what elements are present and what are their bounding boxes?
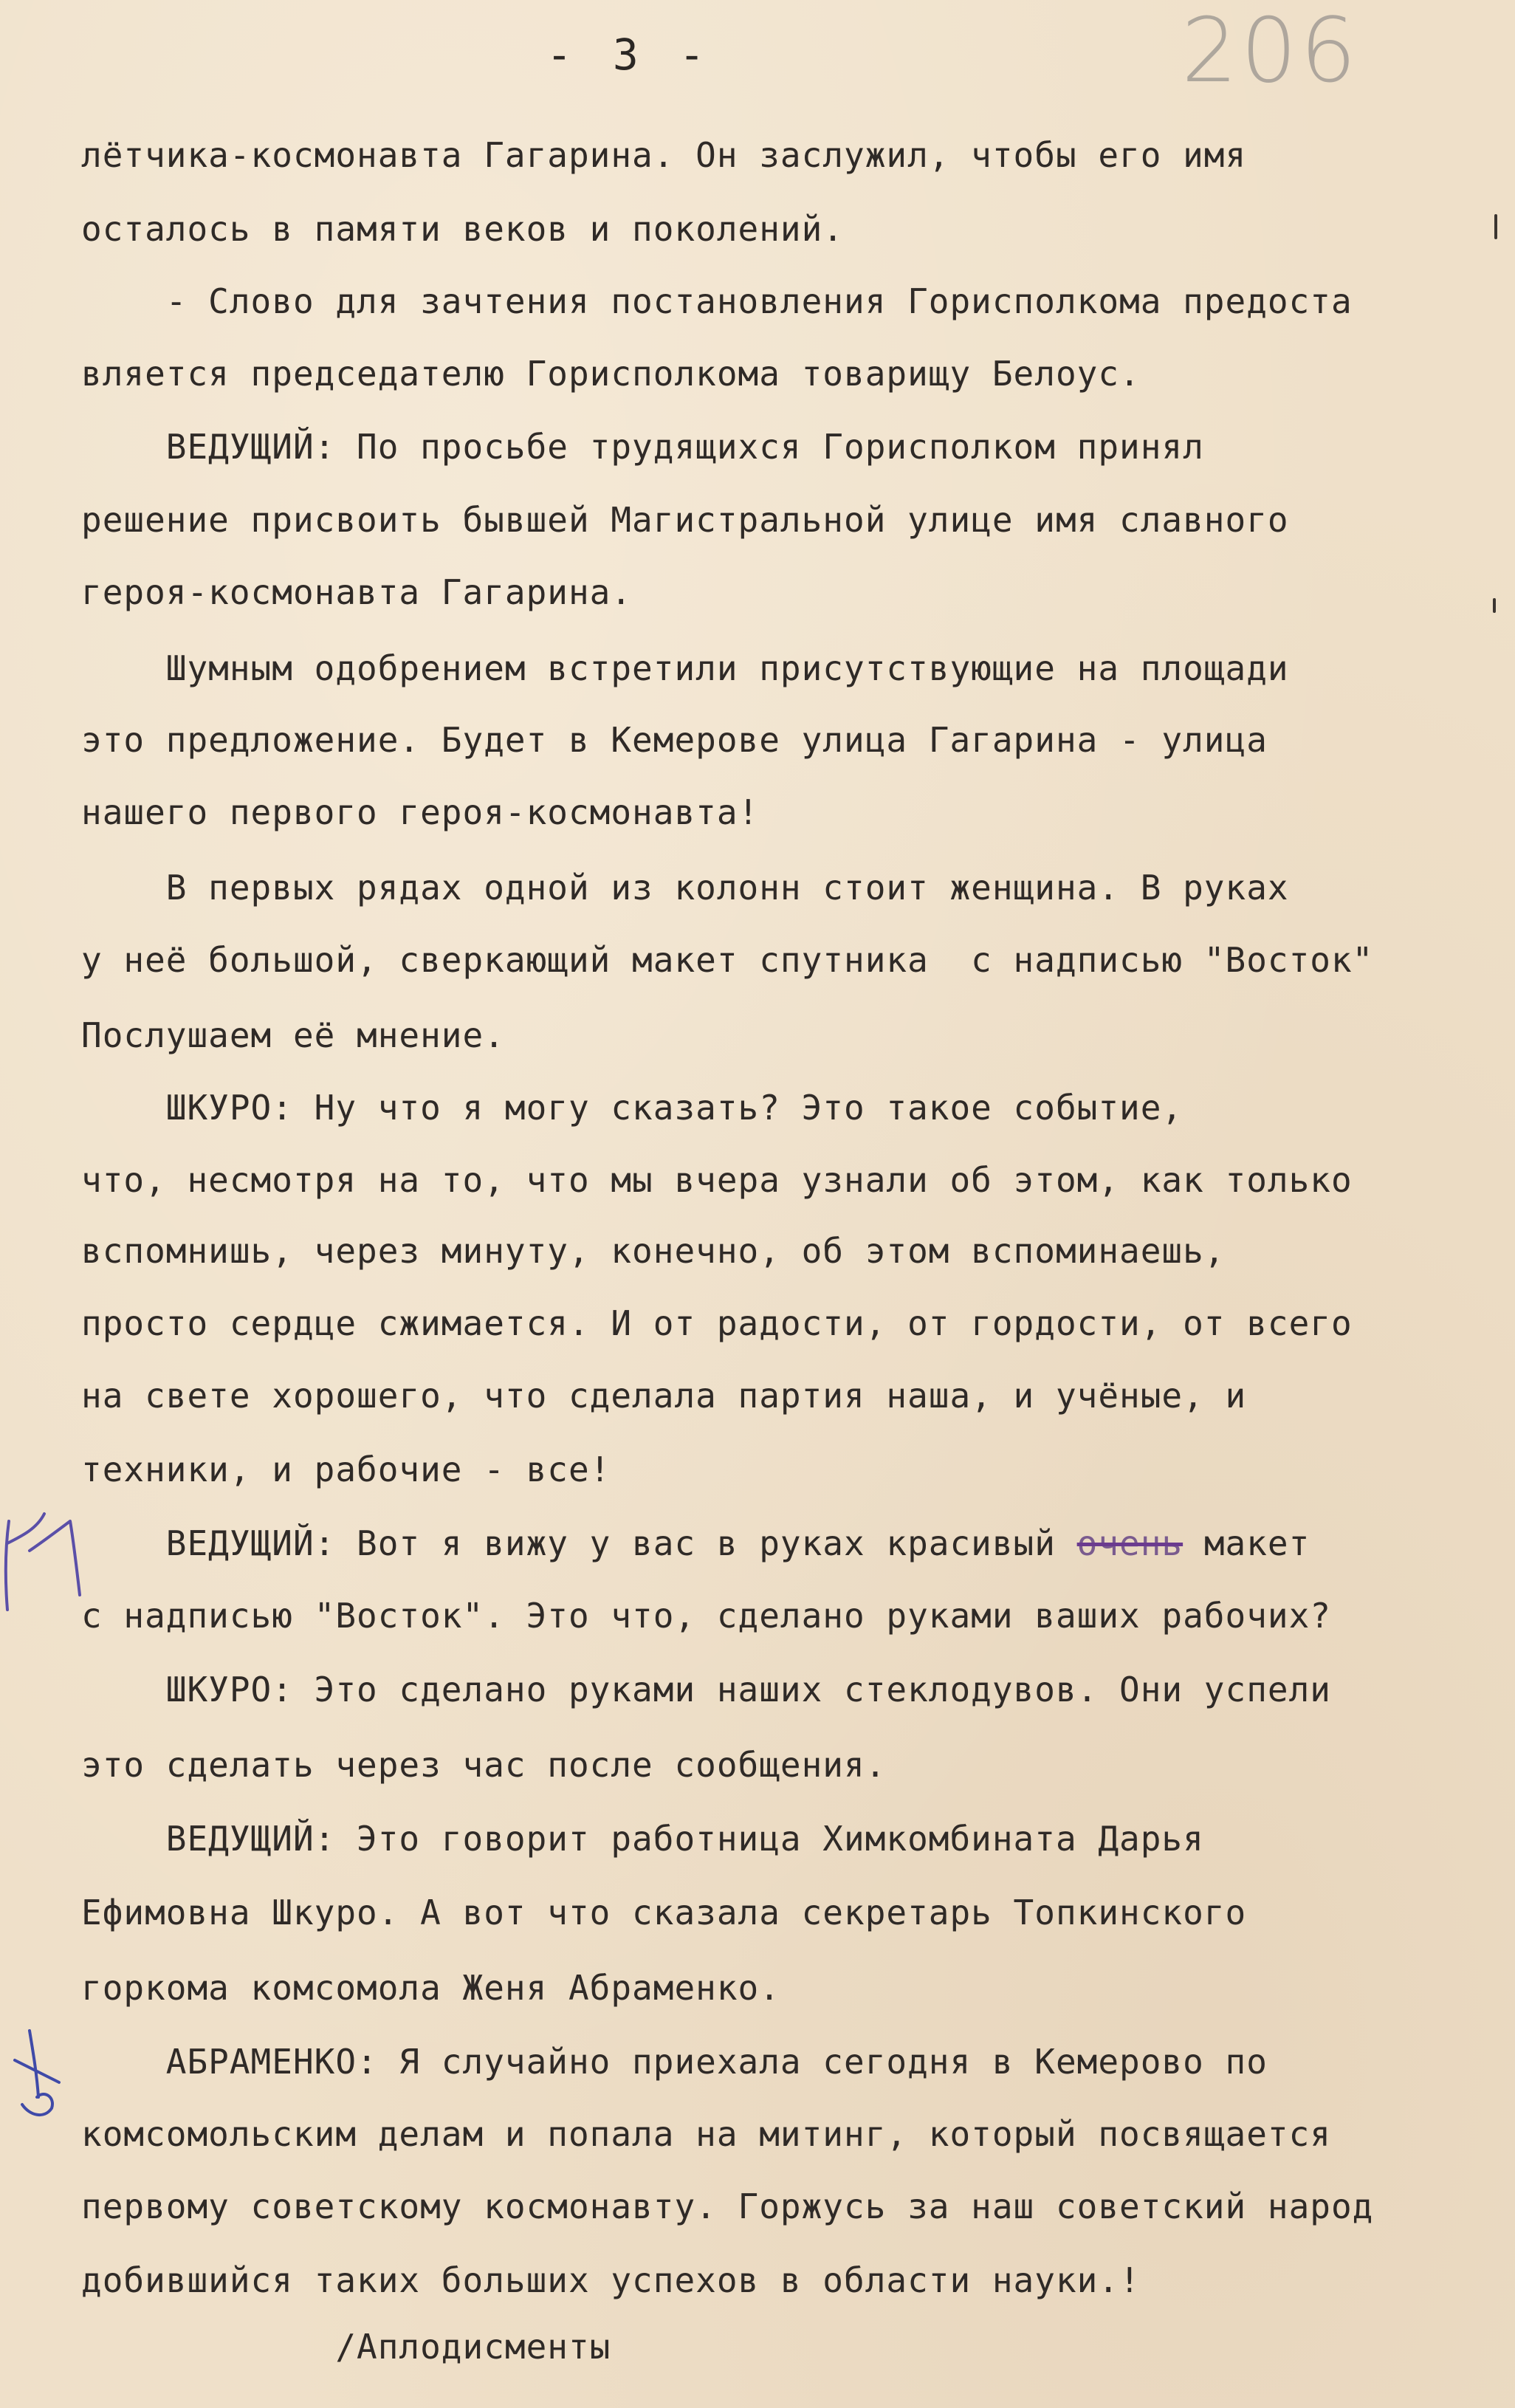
struck-word: очень: [1076, 1523, 1184, 1563]
text-line: это предложение. Будет в Кемерове улица Гагарина - улица: [81, 720, 1268, 760]
text-line: на свете хорошего, что сделала партия наша, и учёные, и: [81, 1376, 1247, 1416]
text-line: ВЕДУЩИЙ: Это говорит работница Химкомбината Дарья: [81, 1819, 1204, 1859]
text-line: [81, 1521, 1310, 1565]
text-line: ШКУРО: Ну что я могу сказать? Это такое событие,: [81, 1088, 1184, 1128]
text-line: добившийся таких больших успехов в области науки.!: [81, 2260, 1141, 2300]
page-number: - 3 -: [546, 30, 712, 80]
text-line: осталось в памяти веков и поколений.: [81, 209, 844, 249]
text-line: Послушаем её мнение.: [81, 1015, 505, 1055]
text-line: ШКУРО: Это сделано руками наших стеклодувов. Они успели: [81, 1670, 1331, 1709]
edge-tick-mark: [1494, 214, 1497, 239]
text-line: - Слово для зачтения постановления Горисполкома предоста: [81, 281, 1353, 321]
text-line: что, несмотря на то, что мы вчера узнали об этом, как только: [81, 1160, 1353, 1200]
text-line: героя-космонавта Гагарина.: [81, 572, 633, 612]
text-line: просто сердце сжимается. И от радости, от гордости, от всего: [81, 1303, 1353, 1343]
text-line: /Аплодисменты: [81, 2327, 611, 2367]
text-line: комсомольским делам и попала на митинг, который посвящается: [81, 2114, 1331, 2154]
text-line: В первых рядах одной из колонн стоит женщина. В руках: [81, 868, 1289, 908]
text-line: техники, и рабочие - все!: [81, 1450, 611, 1489]
text-line: ВЕДУЩИЙ: По просьбе трудящихся Горисполком принял: [81, 427, 1204, 467]
text-line: первому советскому космонавту. Горжусь за наш советский народ: [81, 2186, 1374, 2226]
text-line: нашего первого героя-космонавта!: [81, 792, 760, 832]
text-line: Шумным одобрением встретили присутствующие на площади: [81, 648, 1289, 688]
text-line: вляется председателю Горисполкома товарищу Белоус.: [81, 354, 1141, 394]
margin-handwritten-mark-lower: [0, 2016, 74, 2141]
text-line-segment: макет: [1183, 1523, 1310, 1563]
margin-handwritten-mark-upper: [0, 1499, 89, 1625]
text-line-segment: ВЕДУЩИЙ: Вот я вижу у вас в руках красивый: [81, 1523, 1077, 1563]
text-line: горкома комсомола Женя Абраменко.: [81, 1968, 780, 2008]
text-line: Ефимовна Шкуро. А вот что сказала секретарь Топкинского: [81, 1893, 1247, 1932]
text-line: с надписью "Восток". Это что, сделано руками ваших рабочих?: [81, 1596, 1331, 1636]
text-line: это сделать через час после сообщения.: [81, 1745, 887, 1785]
archive-page-number: 206: [1181, 0, 1360, 103]
text-line: у неё большой, сверкающий макет спутника с надписью "Восток": [81, 940, 1374, 980]
text-line: лётчика-космонавта Гагарина. Он заслужил, чтобы его имя: [81, 135, 1247, 175]
text-line: вспомнишь, через минуту, конечно, об этом вспоминаешь,: [81, 1231, 1226, 1271]
text-line: решение присвоить бывшей Магистральной улице имя славного: [81, 500, 1289, 540]
text-line: АБРАМЕНКО: Я случайно приехала сегодня в Кемерово по: [81, 2042, 1268, 2082]
edge-tick-mark: [1493, 598, 1496, 613]
